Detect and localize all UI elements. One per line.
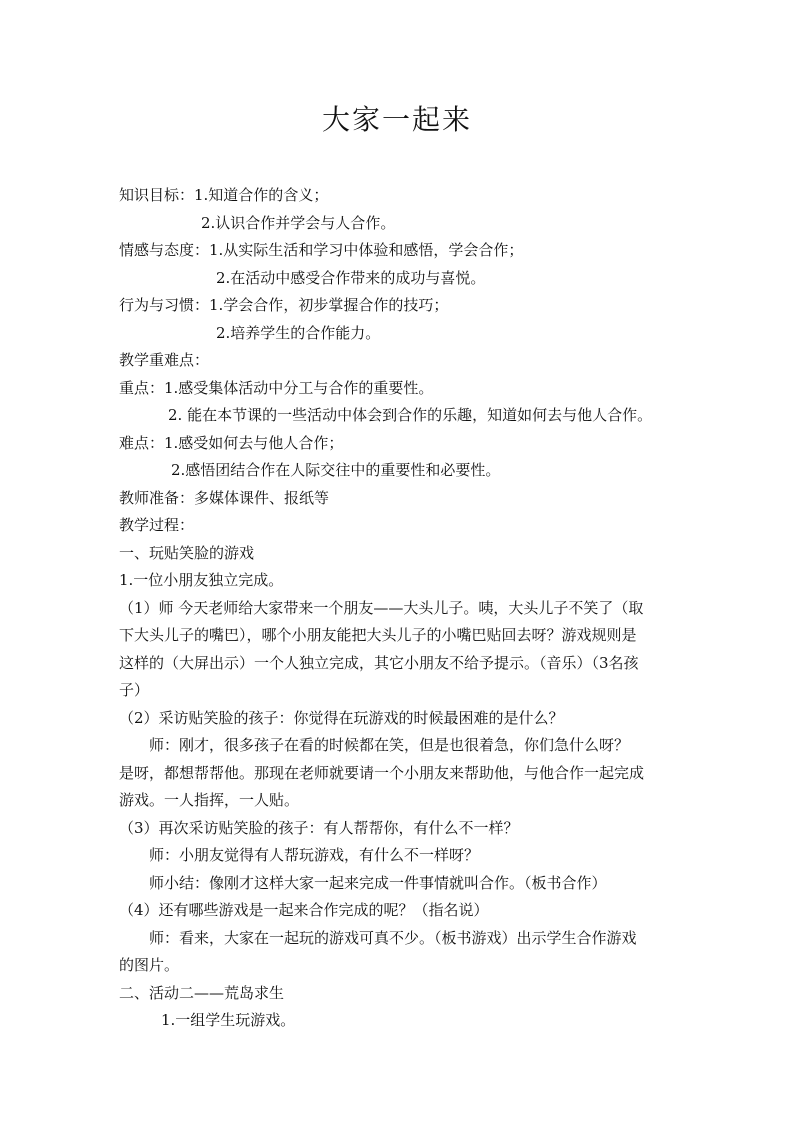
text-line: 2. 能在本节课的一些活动中体会到合作的乐趣，知道如何去与他人合作。	[168, 406, 653, 424]
text-line: （4）还有哪些游戏是一起来合作完成的呢？（指名说）	[119, 901, 489, 919]
text-line: 师：看来，大家在一起玩的游戏可真不少。（板书游戏）出示学生合作游戏	[149, 928, 637, 947]
text-line: 的图片。	[119, 956, 180, 974]
text-line: 教师准备：多媒体课件、报纸等	[119, 488, 330, 507]
text-line: 教学过程：	[119, 516, 195, 534]
text-line: 师：小朋友觉得有人帮玩游戏，有什么不一样呀？	[149, 846, 480, 864]
text-line: 2.培养学生的合作能力。	[216, 323, 381, 342]
text-line: 行为与习惯：1.学会合作，初步掌握合作的技巧；	[119, 296, 449, 314]
text-line: 师：刚才，很多孩子在看的时候都在笑，但是也很着急，你们急什么呀？	[149, 736, 630, 754]
text-line: 师小结：像刚才这样大家一起来完成一件事情就叫合作。（板书合作）	[149, 873, 607, 892]
text-line: 知识目标：1.知道合作的含义；	[119, 186, 329, 204]
document-title: 大家一起来	[321, 103, 472, 136]
text-line: 下大头儿子的嘴巴），哪个小朋友能把大头儿子的小嘴巴贴回去呀？游戏规则是	[119, 626, 637, 644]
text-line: （3）再次采访贴笑脸的孩子：有人帮帮你，有什么不一样？	[119, 818, 519, 837]
text-line: 1.一组学生玩游戏。	[161, 1011, 296, 1029]
text-line: 游戏。一人指挥，一人贴。	[119, 791, 300, 809]
document-body	[119, 182, 679, 1035]
text-line: （1）师 今天老师给大家带来一个朋友——大头儿子。咦，大头儿子不笑了（取	[119, 598, 644, 617]
text-line: 2.感悟团结合作在人际交往中的重要性和必要性。	[171, 461, 501, 479]
text-line: 1.一位小朋友独立完成。	[119, 571, 284, 589]
text-line: 重点：1.感受集体活动中分工与合作的重要性。	[119, 378, 434, 397]
text-line: 子）	[119, 681, 150, 699]
text-line: 难点：1.感受如何去与他人合作；	[119, 433, 344, 452]
text-line: 2.在活动中感受合作带来的成功与喜悦。	[216, 268, 486, 287]
text-line: 情感与态度：1.从实际生活和学习中体验和感悟，学会合作；	[119, 241, 524, 259]
section-heading: 一、玩贴笑脸的游戏	[119, 543, 255, 562]
text-line: 这样的（大屏出示）一个人独立完成，其它小朋友不给予提示。（音乐）（3名孩	[119, 653, 639, 672]
text-line: 教学重难点：	[119, 351, 210, 369]
text-line: 是呀，都想帮帮他。那现在老师就要请一个小朋友来帮助他，与他合作一起完成	[119, 763, 645, 782]
text-line: 2.认识合作并学会与人合作。	[201, 213, 396, 232]
text-line: （2）采访贴笑脸的孩子：你觉得在玩游戏的时候最困难的是什么？	[119, 708, 564, 727]
section-heading: 二、活动二——荒岛求生	[119, 983, 285, 1002]
